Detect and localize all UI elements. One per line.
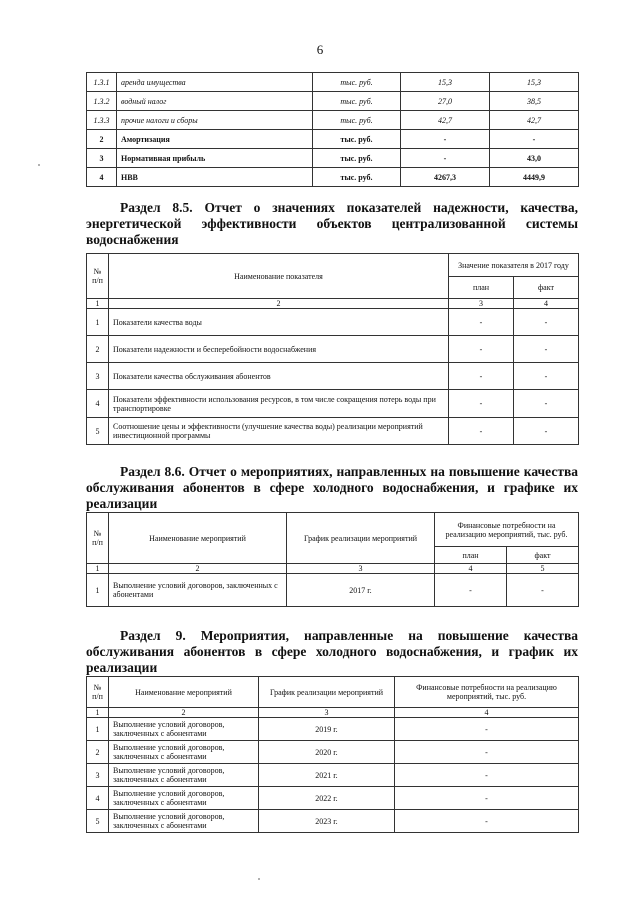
row-name: Выполнение условий договоров, заключенных с абонентами	[109, 741, 259, 764]
row-plan: -	[449, 390, 514, 418]
section-8-5-title: Раздел 8.5. Отчет о значениях показателей надежности, качества, энергетической эффективности объектов централизованной системы водоснабжения	[86, 200, 578, 247]
table-row	[87, 810, 579, 833]
table-row	[87, 390, 579, 418]
col-number: 2	[109, 564, 287, 574]
table-row	[87, 418, 579, 445]
scan-speck	[38, 164, 40, 166]
table-row	[87, 787, 579, 810]
row-finance: -	[395, 718, 579, 741]
row-value-1: -	[401, 130, 490, 149]
row-number: 1	[87, 574, 109, 607]
row-name: водный налог	[117, 92, 313, 111]
row-unit: тыс. руб.	[313, 73, 401, 92]
table-row	[87, 574, 579, 607]
row-number: 1	[87, 718, 109, 741]
row-schedule: 2023 г.	[259, 810, 395, 833]
row-unit: тыс. руб.	[313, 149, 401, 168]
row-name: Выполнение условий договоров, заключенных с абонентами	[109, 787, 259, 810]
row-number: 4	[87, 787, 109, 810]
header-finance: Финансовые потребности на реализацию мероприятий, тыс. руб.	[395, 677, 579, 708]
page-number: 6	[316, 42, 324, 57]
row-name: прочие налоги и сборы	[117, 111, 313, 130]
row-schedule: 2022 г.	[259, 787, 395, 810]
header-schedule: График реализации мероприятий	[287, 513, 435, 564]
row-fact: -	[514, 336, 579, 363]
col-number: 4	[514, 299, 579, 309]
row-name: Показатели качества воды	[109, 309, 449, 336]
row-name: НВВ	[117, 168, 313, 187]
row-plan: -	[449, 363, 514, 390]
row-unit: тыс. руб.	[313, 111, 401, 130]
row-value-1: 4267,3	[401, 168, 490, 187]
row-number: 1.3.2	[87, 92, 117, 111]
header-finance: Финансовые потребности на реализацию мероприятий, тыс. руб.	[435, 513, 579, 547]
row-unit: тыс. руб.	[313, 92, 401, 111]
row-number: 3	[87, 149, 117, 168]
row-name: Выполнение условий договоров, заключенных с абонентами	[109, 764, 259, 787]
row-name: Нормативная прибыль	[117, 149, 313, 168]
row-value-2: 43,0	[490, 149, 579, 168]
row-number: 2	[87, 741, 109, 764]
header-name: Наименование мероприятий	[109, 677, 259, 708]
table-section-8-6	[86, 512, 579, 607]
row-plan: -	[435, 574, 507, 607]
table-row	[87, 336, 579, 363]
table-section-8-5	[86, 253, 579, 445]
table-row	[87, 168, 579, 187]
row-number: 5	[87, 810, 109, 833]
section-8-6-title: Раздел 8.6. Отчет о мероприятиях, направленных на повышение качества обслуживания абонентов в сфере холодного водоснабжения, и графике их реализации	[86, 464, 578, 511]
row-value-1: 27,0	[401, 92, 490, 111]
table-row	[87, 718, 579, 741]
row-value-1: 15,3	[401, 73, 490, 92]
table-financial-continuation	[86, 72, 579, 187]
row-schedule: 2017 г.	[287, 574, 435, 607]
row-fact: -	[507, 574, 579, 607]
col-number: 1	[87, 708, 109, 718]
row-name: Выполнение условий договоров, заключенных с абонентами	[109, 718, 259, 741]
row-fact: -	[514, 363, 579, 390]
row-number: 1	[87, 309, 109, 336]
col-number: 1	[87, 299, 109, 309]
header-num: № п/п	[87, 677, 109, 708]
col-number: 3	[259, 708, 395, 718]
row-plan: -	[449, 336, 514, 363]
row-plan: -	[449, 418, 514, 445]
row-number: 4	[87, 168, 117, 187]
col-number: 3	[449, 299, 514, 309]
row-schedule: 2020 г.	[259, 741, 395, 764]
row-name: Амортизация	[117, 130, 313, 149]
table-row	[87, 130, 579, 149]
header-num: № п/п	[87, 254, 109, 299]
table-row	[87, 149, 579, 168]
row-value-2: -	[490, 130, 579, 149]
header-name: Наименование показателя	[109, 254, 449, 299]
col-number: 4	[435, 564, 507, 574]
row-number: 2	[87, 336, 109, 363]
row-unit: тыс. руб.	[313, 130, 401, 149]
row-schedule: 2021 г.	[259, 764, 395, 787]
col-number: 4	[395, 708, 579, 718]
col-number: 3	[287, 564, 435, 574]
scan-speck	[258, 878, 260, 880]
table-row	[87, 73, 579, 92]
header-schedule: График реализации мероприятий	[259, 677, 395, 708]
row-number: 1.3.3	[87, 111, 117, 130]
row-finance: -	[395, 810, 579, 833]
header-num: № п/п	[87, 513, 109, 564]
row-fact: -	[514, 418, 579, 445]
col-number: 1	[87, 564, 109, 574]
col-number: 2	[109, 299, 449, 309]
table-row	[87, 309, 579, 336]
table-row	[87, 764, 579, 787]
row-value-2: 15,3	[490, 73, 579, 92]
header-name: Наименование мероприятий	[109, 513, 287, 564]
col-number: 2	[109, 708, 259, 718]
header-fact: факт	[514, 277, 579, 299]
table-row	[87, 741, 579, 764]
row-fact: -	[514, 309, 579, 336]
row-value-1: -	[401, 149, 490, 168]
table-section-9	[86, 676, 579, 833]
row-unit: тыс. руб.	[313, 168, 401, 187]
row-name: Показатели качества обслуживания абонентов	[109, 363, 449, 390]
row-value-1: 42,7	[401, 111, 490, 130]
table-row	[87, 92, 579, 111]
row-value-2: 38,5	[490, 92, 579, 111]
row-schedule: 2019 г.	[259, 718, 395, 741]
row-number: 5	[87, 418, 109, 445]
header-plan: план	[435, 547, 507, 564]
row-number: 4	[87, 390, 109, 418]
col-number: 5	[507, 564, 579, 574]
row-name: аренда имущества	[117, 73, 313, 92]
row-finance: -	[395, 787, 579, 810]
row-name: Показатели эффективности использования ресурсов, в том числе сокращения потерь воды при транспортировке	[109, 390, 449, 418]
row-number: 2	[87, 130, 117, 149]
row-value-2: 4449,9	[490, 168, 579, 187]
row-value-2: 42,7	[490, 111, 579, 130]
header-plan: план	[449, 277, 514, 299]
row-name: Показатели надежности и бесперебойности водоснабжения	[109, 336, 449, 363]
row-number: 3	[87, 764, 109, 787]
row-number: 1.3.1	[87, 73, 117, 92]
row-number: 3	[87, 363, 109, 390]
table-row	[87, 363, 579, 390]
header-fact: факт	[507, 547, 579, 564]
row-fact: -	[514, 390, 579, 418]
table-row	[87, 111, 579, 130]
row-name: Выполнение условий договоров, заключенных с абонентами	[109, 574, 287, 607]
row-finance: -	[395, 741, 579, 764]
row-name: Выполнение условий договоров, заключенных с абонентами	[109, 810, 259, 833]
header-value-group: Значение показателя в 2017 году	[449, 254, 579, 277]
row-name: Соотношение цены и эффективности (улучшение качества воды) реализации мероприятий инвестиционной программы	[109, 418, 449, 445]
row-plan: -	[449, 309, 514, 336]
section-9-title: Раздел 9. Мероприятия, направленные на повышение качества обслуживания абонентов в сфере холодного водоснабжения, и график их реализации	[86, 628, 578, 675]
row-finance: -	[395, 764, 579, 787]
